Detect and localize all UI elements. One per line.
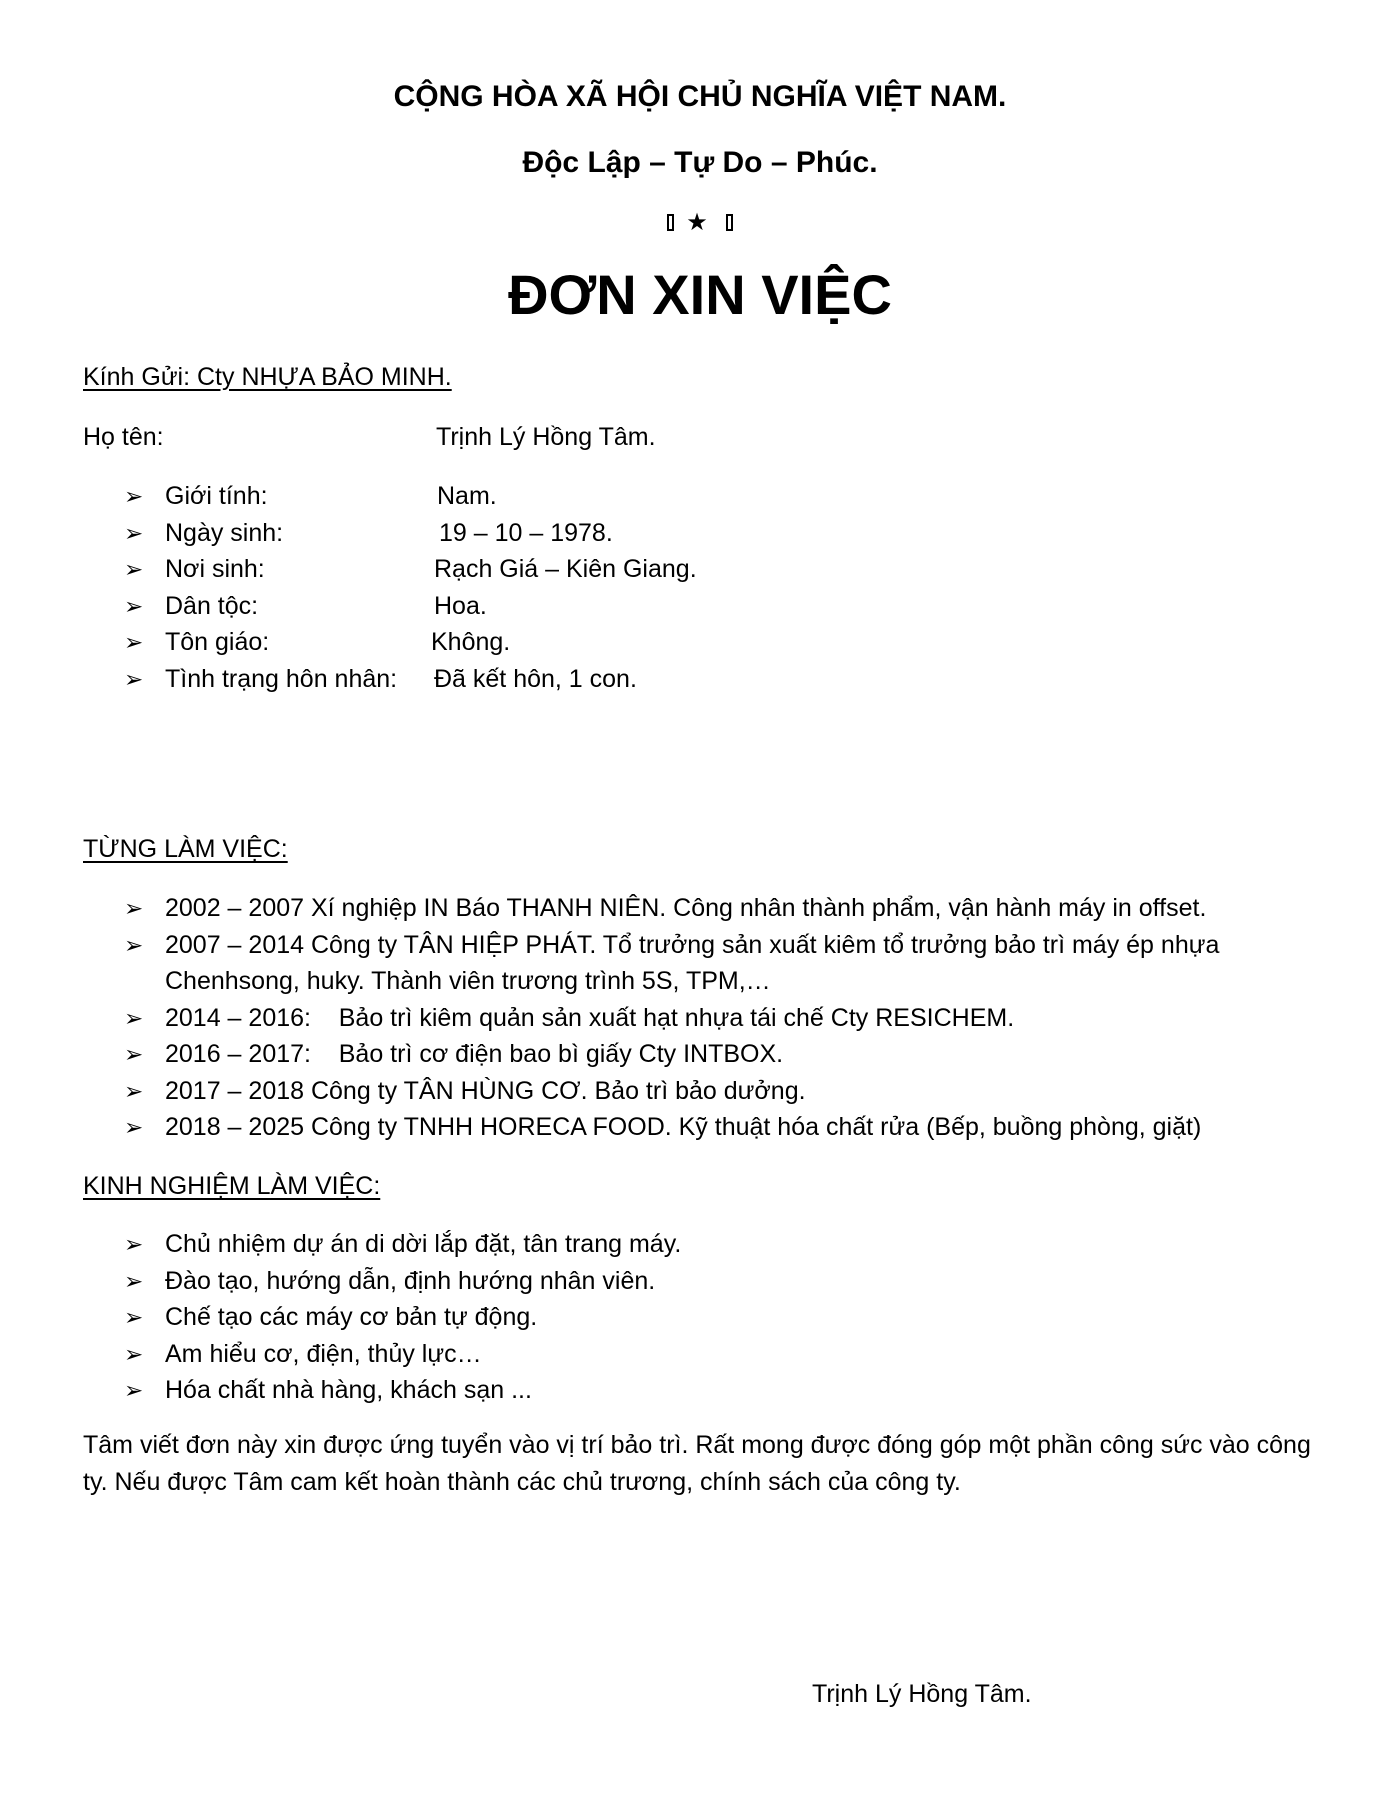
list-item	[0, 1299, 1400, 1336]
arrow-bullet-icon: ➢	[124, 1231, 144, 1257]
experience-heading: KINH NGHIỆM LÀM VIỆC:	[83, 1172, 381, 1200]
list-item	[0, 1336, 1400, 1373]
experience-text: Hóa chất nhà hàng, khách sạn ...	[165, 1376, 532, 1404]
list-item	[0, 1073, 1400, 1110]
arrow-bullet-icon: ➢	[124, 519, 144, 546]
info-value: 19 – 10 – 1978.	[439, 518, 613, 547]
work-history-text: 2018 – 2025 Công ty TNHH HORECA FOOD. Kỹ thuật hóa chất rửa (Bếp, buồng phòng, giặt)	[165, 1113, 1202, 1141]
ornament-divider	[0, 208, 1400, 237]
list-item	[0, 890, 1400, 927]
closing-paragraph: Tâm viết đơn này xin được ứng tuyển vào vị trí bảo trì. Rất mong được đóng góp một phần công sức vào công ty. Nếu được Tâm cam kết hoàn thành các chủ trương, chính sách của công ty.	[83, 1431, 1311, 1496]
motto-heading: Độc Lập – Tự Do – Phúc.	[522, 146, 878, 179]
experience-list	[0, 1226, 1400, 1409]
arrow-bullet-icon: ➢	[124, 1304, 144, 1330]
arrow-bullet-icon: ➢	[124, 592, 144, 619]
name-value: Trịnh Lý Hồng Tâm.	[436, 423, 656, 451]
list-item	[0, 1372, 1400, 1409]
list-item	[0, 661, 1400, 698]
arrow-bullet-icon: ➢	[124, 665, 144, 692]
info-label: Giới tính:	[165, 482, 268, 510]
list-item	[0, 1109, 1400, 1146]
ornament-box-icon	[667, 214, 674, 231]
list-item	[0, 515, 1400, 552]
experience-text: Am hiểu cơ, điện, thủy lực…	[165, 1339, 482, 1368]
list-item	[0, 927, 1345, 1000]
info-label: Tình trạng hôn nhân:	[165, 664, 398, 693]
list-item	[0, 588, 1400, 625]
arrow-bullet-icon: ➢	[124, 1377, 144, 1403]
info-label: Nơi sinh:	[165, 555, 265, 583]
arrow-bullet-icon: ➢	[124, 629, 144, 655]
star-icon: ★	[686, 209, 714, 236]
info-value: Đã kết hôn, 1 con.	[434, 664, 637, 693]
name-row	[83, 422, 656, 452]
ornament-box-icon	[726, 214, 733, 231]
info-value: Hoa.	[434, 591, 487, 620]
personal-info-list	[0, 478, 1400, 697]
recipient-line: Kính Gửi: Cty NHỰA BẢO MINH.	[83, 363, 452, 391]
experience-text: Đào tạo, hướng dẫn, định hướng nhân viên.	[165, 1266, 656, 1295]
arrow-bullet-icon: ➢	[124, 895, 144, 921]
list-item	[0, 478, 1400, 515]
document-title: ĐƠN XIN VIỆC	[508, 263, 892, 326]
info-value: Không.	[431, 628, 511, 656]
info-value: Nam.	[437, 482, 497, 510]
info-value: Rạch Giá – Kiên Giang.	[434, 555, 697, 583]
experience-text: Chủ nhiệm dự án di dời lắp đặt, tân trang máy.	[165, 1230, 682, 1258]
list-item	[0, 551, 1400, 588]
arrow-bullet-icon: ➢	[124, 1114, 144, 1140]
list-item	[0, 1226, 1400, 1263]
list-item	[0, 1000, 1400, 1037]
work-history-heading: TỪNG LÀM VIỆC:	[83, 835, 288, 863]
info-label: Ngày sinh:	[165, 518, 284, 547]
work-history-text: 2002 – 2007 Xí nghiệp IN Báo THANH NIÊN. Công nhân thành phẩm, vận hành máy in offset.	[165, 894, 1207, 922]
nation-heading: CỘNG HÒA XÃ HỘI CHỦ NGHĨA VIỆT NAM.	[393, 80, 1007, 113]
work-history-list	[0, 890, 1400, 1146]
arrow-bullet-icon: ➢	[124, 1267, 144, 1294]
arrow-bullet-icon: ➢	[124, 483, 144, 509]
experience-text: Chế tạo các máy cơ bản tự động.	[165, 1303, 538, 1331]
work-history-text: 2016 – 2017: Bảo trì cơ điện bao bì giấy Cty INTBOX.	[165, 1040, 784, 1068]
info-label: Tôn giáo:	[165, 628, 270, 656]
work-history-text: 2014 – 2016: Bảo trì kiêm quản sản xuất hạt nhựa tái chế Cty RESICHEM.	[165, 1003, 1015, 1032]
list-item	[0, 1036, 1400, 1073]
arrow-bullet-icon: ➢	[124, 1077, 144, 1104]
arrow-bullet-icon: ➢	[124, 1004, 144, 1031]
arrow-bullet-icon: ➢	[124, 931, 144, 958]
list-item	[0, 624, 1400, 661]
info-label: Dân tộc:	[165, 591, 259, 620]
work-history-text: 2007 – 2014 Công ty TÂN HIỆP PHÁT. Tổ trưởng sản xuất kiêm tổ trưởng bảo trì máy ép nhựa Chenhsong, huky. Thành viên trương trình 5S, TPM,…	[165, 930, 1220, 995]
signature-name: Trịnh Lý Hồng Tâm.	[812, 1680, 1032, 1708]
work-history-text: 2017 – 2018 Công ty TÂN HÙNG CƠ. Bảo trì bảo dưởng.	[165, 1076, 806, 1105]
arrow-bullet-icon: ➢	[124, 556, 144, 582]
name-label: Họ tên:	[83, 423, 164, 451]
arrow-bullet-icon: ➢	[124, 1041, 144, 1067]
arrow-bullet-icon: ➢	[124, 1340, 144, 1367]
list-item	[0, 1263, 1400, 1300]
